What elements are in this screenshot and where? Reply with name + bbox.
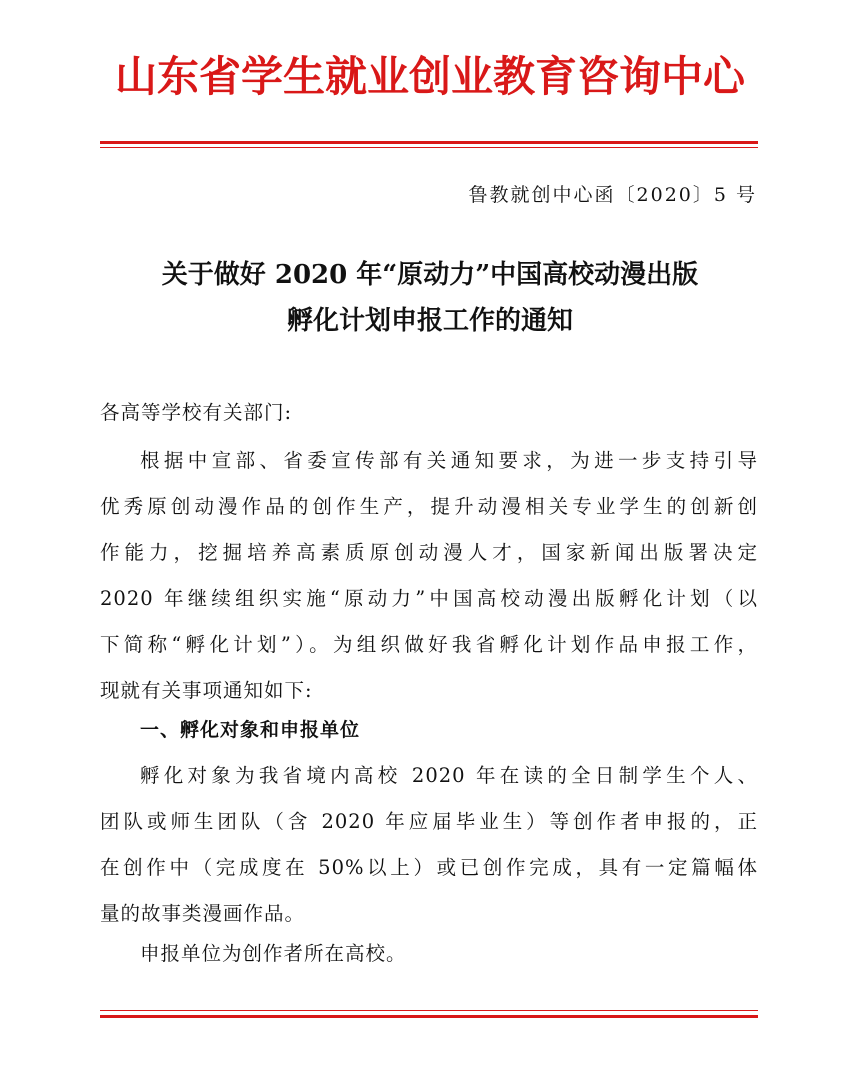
- para3: 申报单位为创作者所在高校。: [140, 942, 407, 965]
- letterhead-rule-thick: [100, 141, 758, 144]
- letterhead-rule-thin: [100, 147, 758, 148]
- para1-line: 下简称“孵化计划”）。为组织做好我省孵化计划作品申报工作，: [100, 633, 758, 656]
- para2-line: 在创作中（完成度在 50%以上）或已创作完成，具有一定篇幅体: [100, 856, 758, 879]
- para1-line: 现就有关事项通知如下:: [100, 679, 313, 702]
- para2-line: 团队或师生团队（含 2020 年应届毕业生）等创作者申报的，正: [100, 810, 758, 833]
- para1-line: 优秀原创动漫作品的创作生产，提升动漫相关专业学生的创新创: [100, 495, 758, 518]
- footer-rule-thick: [100, 1015, 758, 1018]
- footer-rule-thin: [100, 1010, 758, 1011]
- para1-line: 作能力，挖掘培养高素质原创动漫人才，国家新闻出版署决定: [100, 541, 758, 564]
- para2-line: 量的故事类漫画作品。: [100, 902, 306, 925]
- salutation: 各高等学校有关部门:: [100, 401, 293, 424]
- section1-heading: 一、孵化对象和申报单位: [140, 719, 361, 741]
- document-number: 鲁教就创中心函〔2020〕5 号: [468, 184, 757, 206]
- doc-title-line-1: 关于做好 2020 年“原动力”中国高校动漫出版: [161, 260, 699, 290]
- para1-line: 2020 年继续组织实施“原动力”中国高校动漫出版孵化计划（以: [100, 587, 758, 610]
- para1-line: 根据中宣部、省委宣传部有关通知要求，为进一步支持引导: [140, 449, 758, 472]
- doc-title-line-2: 孵化计划申报工作的通知: [286, 306, 573, 336]
- para2-line: 孵化对象为我省境内高校 2020 年在读的全日制学生个人、: [140, 764, 758, 787]
- letterhead-title: 山东省学生就业创业教育咨询中心: [114, 52, 745, 101]
